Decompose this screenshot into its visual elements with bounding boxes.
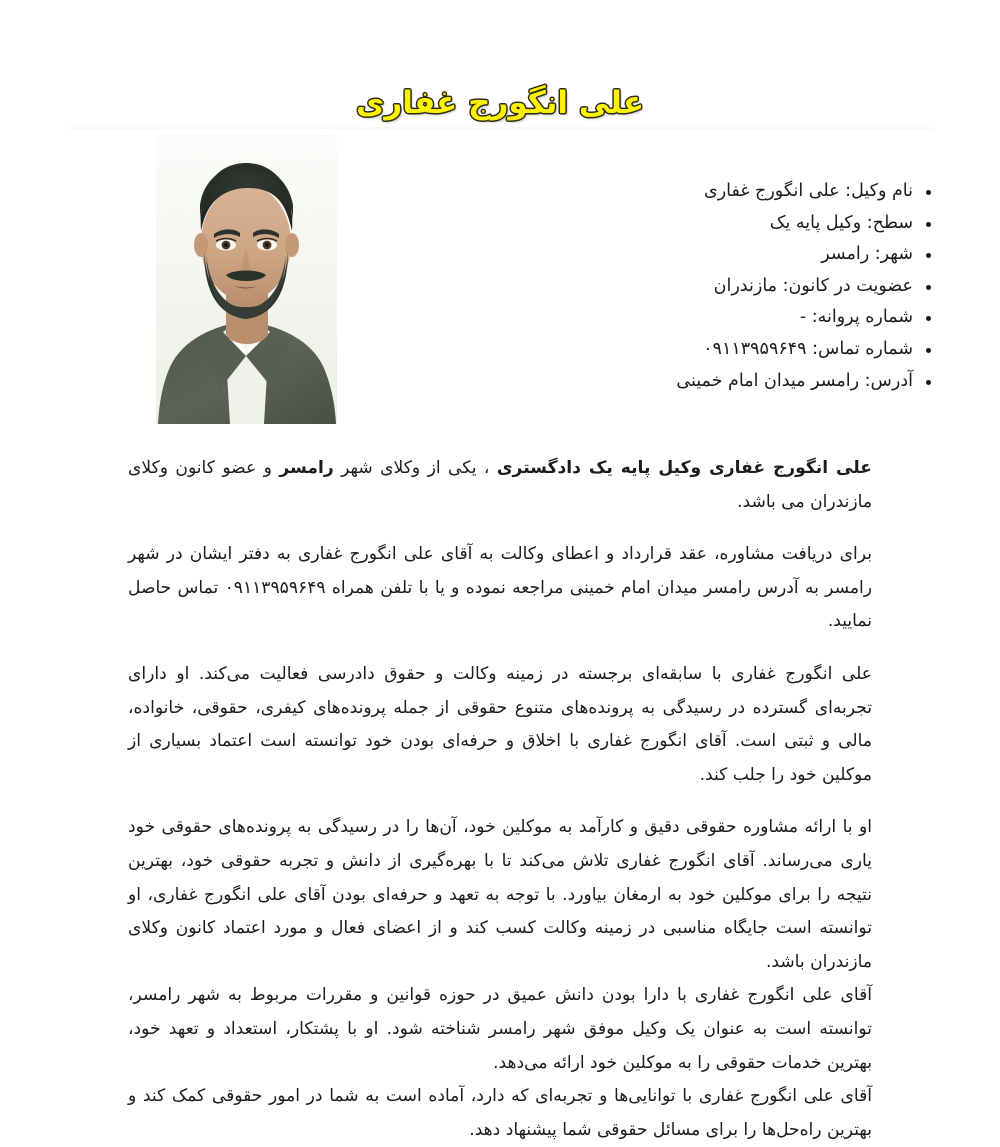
list-item: شماره تماس: ۰۹۱۱۳۹۵۹۶۴۹ [515, 334, 935, 366]
city-bold: رامسر [279, 458, 334, 478]
list-item: آدرس: رامسر میدان امام خمینی [515, 366, 935, 398]
paragraph-services: او با ارائه مشاوره حقوقی دقیق و کارآمد به موکلین خود، آن‌ها را در رسیدگی به پرونده‌های حقوقی خود یاری می‌رساند. آقای انگورج غفاری تلاش می‌کند تا با بهره‌گیری از دانش و تجربه حقوقی خود، بهترین نتیجه را برای موکلین خود به ارمغان بیاورد. با توجه به تعهد و حرفه‌ای بودن آقای علی انگورج غفاری، او توانسته است جایگاه مناسبی در زمینه وکالت کسب کند و از اعضای فعال و مورد اعتماد کانون وکلای مازندران باشد. [128, 817, 872, 972]
list-item: عضویت در کانون: مازندران [515, 271, 935, 303]
paragraph-contact: برای دریافت مشاوره، عقد قرارداد و اعطای وکالت به آقای علی انگورج غفاری به دفتر ایشان در شهر رامسر به آدرس رامسر میدان امام خمینی مراجعه نموده و یا با تلفن همراه ۰۹۱۱۳۹۵۹۶۴۹ تماس حاصل نمایید. [128, 544, 872, 632]
list-item: شهر: رامسر [515, 239, 935, 271]
title-divider [68, 126, 935, 129]
list-item: سطح: وکیل پایه یک [515, 208, 935, 240]
lawyer-description [0, 452, 1000, 1147]
page-title: علی انگورج غفاری [355, 84, 645, 121]
intro-text-b: و عضو کانون وکلای مازندران می باشد. [128, 458, 872, 512]
paragraph-closing: آقای علی انگورج غفاری با توانایی‌ها و تجربه‌ای که دارد، آماده است به شما در امور حقوقی کمک کند و بهترین راه‌حل‌ها را برای مسائل حقوقی شما پیشنهاد دهد. [128, 1086, 872, 1140]
lawyer-photo [156, 135, 337, 424]
lawyer-portrait-image [156, 135, 337, 424]
list-item: نام وکیل: علی انگورج غفاری [515, 176, 935, 208]
paragraph-intro [128, 452, 872, 519]
list-item: شماره پروانه: - [515, 302, 935, 334]
profile-summary-block [0, 135, 1000, 435]
lawyer-name-bold: علی انگورج غفاری وکیل پایه یک دادگستری [496, 458, 872, 478]
paragraph-experience: علی انگورج غفاری با سابقه‌ای برجسته در زمینه وکالت و حقوق دادرسی فعالیت می‌کند. او دارای تجربه‌ای گسترده در رسیدگی به پرونده‌های متنوع حقوقی از جمله پرونده‌های کیفری، حقوقی، خانواده، مالی و ثبتی است. آقای انگورج غفاری با اخلاق و حرفه‌ای بودن خود توانسته است اعتماد بسیاری از موکلین خود را جلب کند. [128, 663, 872, 785]
lawyer-facts-list [515, 176, 935, 397]
paragraph-local-knowledge: آقای علی انگورج غفاری با دارا بودن دانش عمیق در حوزه قوانین و مقررات مربوط به شهر رامسر، توانسته است به عنوان یک وکیل موفق شهر رامسر شناخته شود. او با پشتکار، استعداد و تعهد خود، بهترین خدمات حقوقی را به موکلین خود ارائه می‌دهد. [128, 985, 872, 1073]
intro-text-a: ، یکی از وکلای شهر [333, 458, 497, 478]
